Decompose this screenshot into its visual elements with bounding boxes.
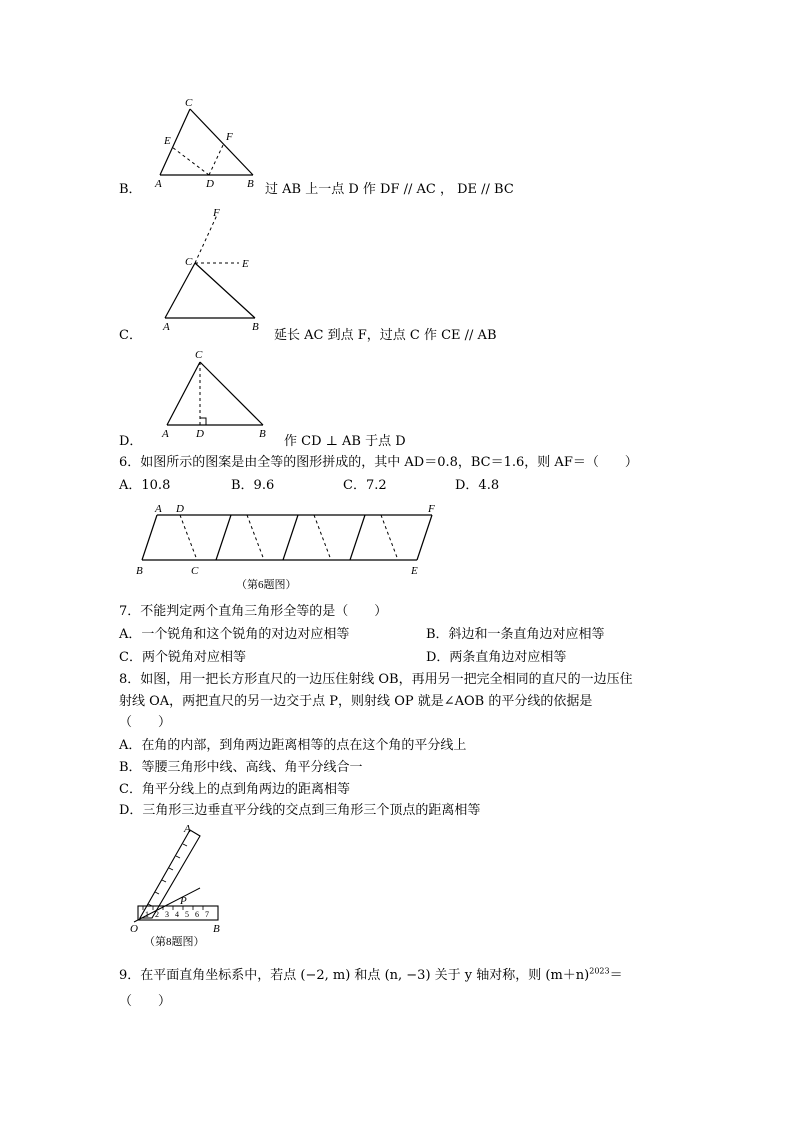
q5-option-b-desc: 过 AB 上一点 D 作 DF // AC ， DE // BC — [265, 182, 514, 197]
q8-stem-line-3: （ ） — [119, 715, 172, 730]
q7-option-c: C．两个锐角对应相等 — [119, 650, 246, 665]
ruler-tick-label: 6 — [195, 910, 199, 919]
label-O: O — [130, 923, 138, 935]
q6-option-c: C．7.2 — [343, 478, 387, 493]
q6-option-a: A．10.8 — [119, 478, 171, 493]
figure-q5-c — [155, 205, 275, 335]
caption-q6: （第6题图） — [236, 579, 297, 591]
label-C: C — [191, 565, 199, 577]
label-F: F — [213, 207, 220, 219]
q7-stem: 7．不能判定两个直角三角形全等的是（ ） — [119, 604, 388, 619]
q8-option-b: B．等腰三角形中线、高线、角平分线合一 — [119, 760, 363, 775]
label-A: A — [184, 823, 191, 835]
q6-option-b: B．9.6 — [231, 478, 275, 493]
q9-tail: ＝ — [609, 968, 623, 983]
ruler-tick-label: 1 — [145, 910, 149, 919]
q8-stem-line-2: 射线 OA，两把直尺的另一边交于点 P，则射线 OP 就是∠AOB 的平分线的依据是 — [119, 694, 593, 709]
q7-option-d: D．两条直角边对应相等 — [426, 650, 567, 665]
q7-option-b: B．斜边和一条直角边对应相等 — [426, 627, 605, 642]
label-A: A — [163, 321, 170, 333]
caption-q8: （第8题图） — [144, 936, 205, 948]
label-E: E — [242, 258, 249, 270]
label-C: C — [185, 256, 193, 268]
figure-q8 — [128, 822, 228, 950]
label-B: B — [259, 428, 266, 440]
label-P: P — [180, 895, 187, 907]
q6-option-d: D．4.8 — [455, 478, 500, 493]
ruler-tick-label: 5 — [185, 910, 189, 919]
q5-option-c-desc: 延长 AC 到点 F，过点 C 作 CE // AB — [274, 328, 497, 343]
q9-stem — [119, 964, 623, 983]
q8-stem-line-1: 8．如图，用一把长方形直尺的一边压住射线 OB，再用另一把完全相同的直尺的一边压住 — [119, 672, 633, 687]
ruler-tick-label: 2 — [155, 910, 159, 919]
q5-option-d-desc: 作 CD ⊥ AB 于点 D — [284, 434, 406, 449]
label-D: D — [206, 178, 214, 190]
label-F: F — [428, 503, 435, 515]
q8-option-a: A．在角的内部，到角两边距离相等的点在这个角的平分线上 — [119, 738, 467, 753]
ruler-tick-label: 7 — [205, 910, 209, 919]
figure-q5-b — [150, 95, 270, 190]
label-C: C — [195, 349, 203, 361]
label-A: A — [155, 178, 162, 190]
q9-exponent: 2023 — [589, 966, 610, 976]
label-D: D — [176, 503, 184, 515]
q8-option-d: D．三角形三边垂直平分线的交点到三角形三个顶点的距离相等 — [119, 803, 481, 818]
label-A: A — [155, 503, 162, 515]
q9-stem-text: 9．在平面直角坐标系中，若点 (−2, m) 和点 (n, −3) 关于 y 轴对称，则 (m＋n) — [119, 968, 590, 983]
figure-q5-d — [155, 345, 275, 440]
q6-stem: 6．如图所示的图案是由全等的图形拼成的，其中 AD＝0.8，BC＝1.6，则 AF＝（ ） — [119, 455, 638, 470]
label-B: B — [213, 923, 220, 935]
q5-option-d-letter: D． — [119, 434, 143, 449]
label-F: F — [226, 131, 233, 143]
label-E: E — [411, 565, 418, 577]
q5-option-c-letter: C． — [119, 328, 142, 343]
label-B: B — [247, 178, 254, 190]
label-D: D — [196, 428, 204, 440]
label-E: E — [164, 135, 171, 147]
ruler-tick-label: 4 — [175, 910, 179, 919]
q5-option-b-letter: B． — [119, 182, 142, 197]
label-B: B — [136, 565, 143, 577]
q8-option-c: C．角平分线上的点到角两边的距离相等 — [119, 782, 350, 797]
label-B: B — [252, 321, 259, 333]
label-C: C — [185, 97, 193, 109]
ruler-tick-label: 3 — [165, 910, 169, 919]
figure-q6 — [130, 500, 450, 595]
label-A: A — [162, 428, 169, 440]
q7-option-a: A．一个锐角和这个锐角的对边对应相等 — [119, 627, 350, 642]
q9-blank: （ ） — [119, 994, 172, 1009]
